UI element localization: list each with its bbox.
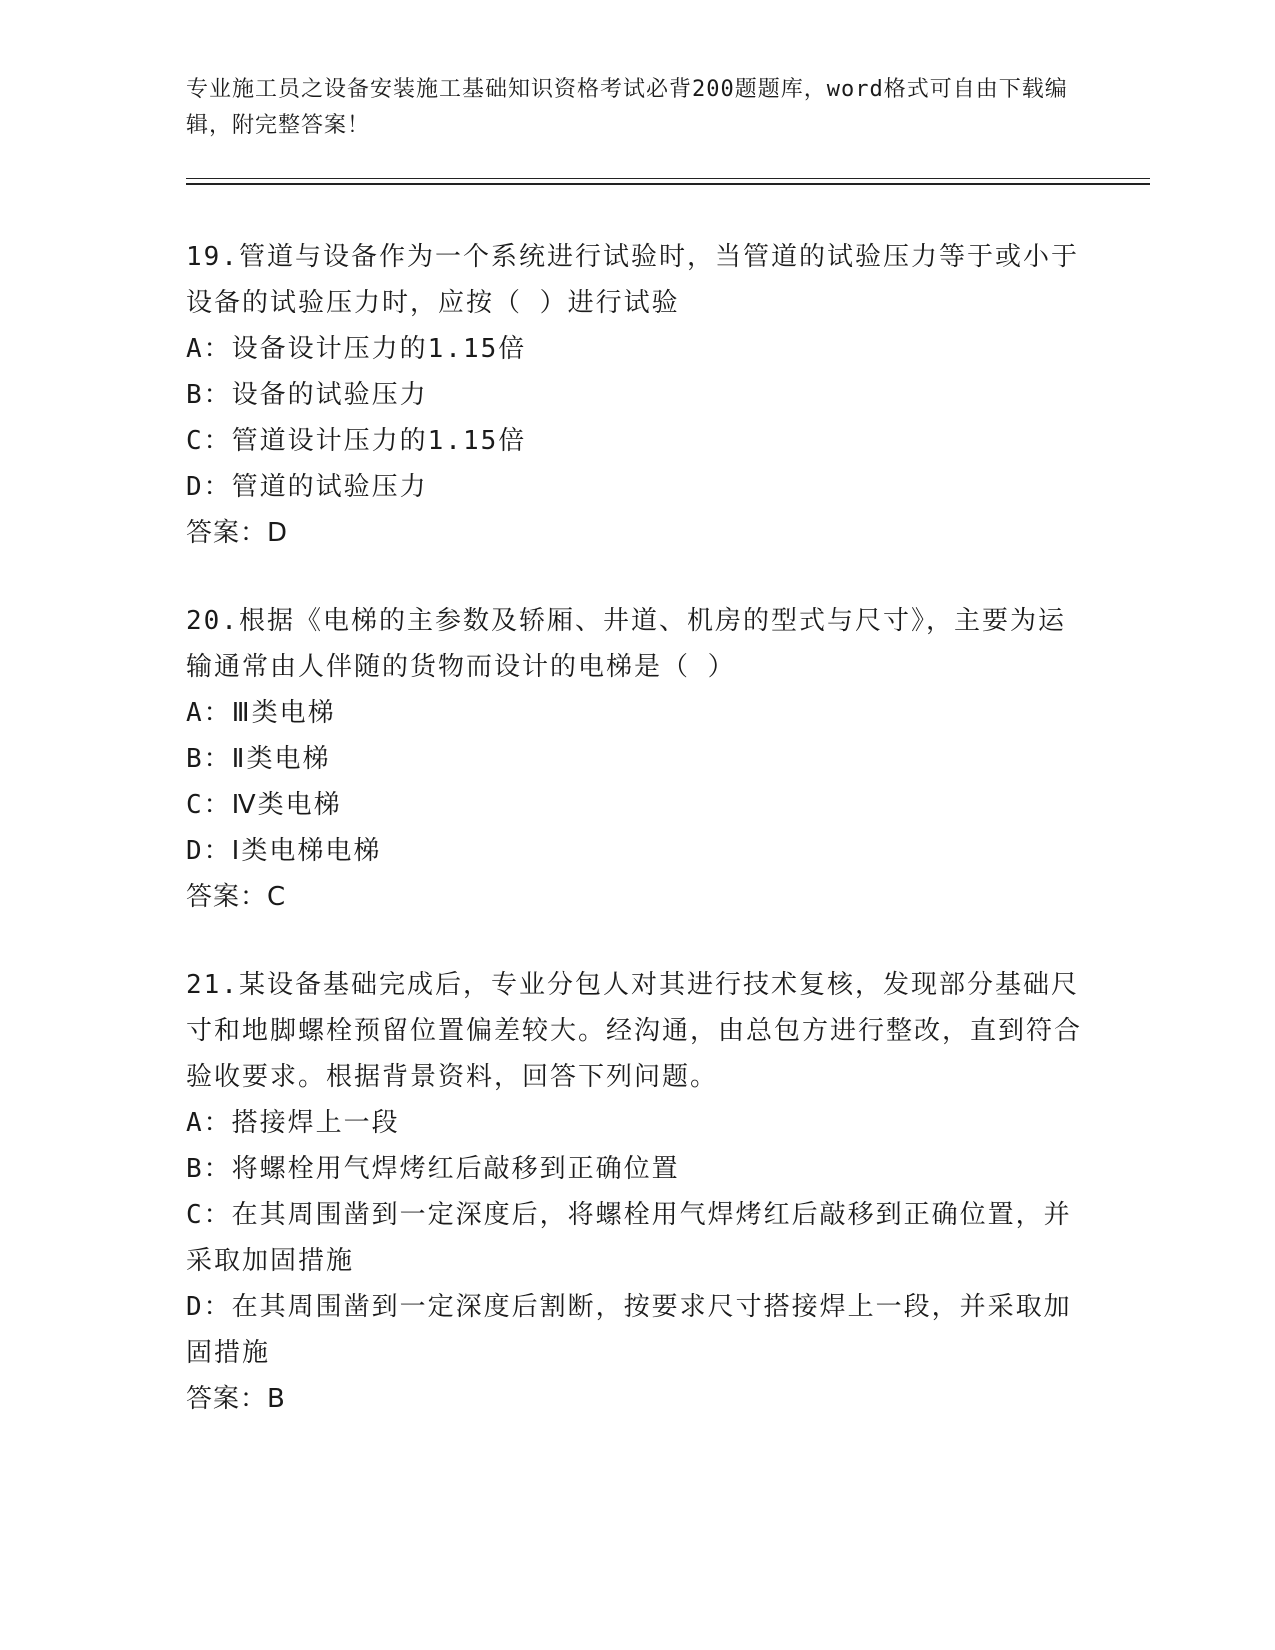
- option-a: A：搭接焊上一段: [186, 1108, 400, 1138]
- header-rule-thick: [186, 183, 1150, 185]
- header-rule-thin: [186, 178, 1150, 179]
- option-b: B：将螺栓用气焊烤红后敲移到正确位置: [186, 1154, 680, 1184]
- option-c: C：Ⅳ类电梯: [186, 790, 342, 820]
- option-b: B：Ⅱ类电梯: [186, 744, 331, 774]
- question-stem: 20.根据《电梯的主参数及轿厢、井道、机房的型式与尺寸》，主要为运输通常由人伴随的货物而设计的电梯是（ ）: [186, 606, 1066, 682]
- question-stem: 21.某设备基础完成后，专业分包人对其进行技术复核，发现部分基础尺寸和地脚螺栓预留位置偏差较大。经沟通，由总包方进行整改，直到符合验收要求。根据背景资料，回答下列问题。: [186, 970, 1083, 1092]
- answer: 答案：C: [186, 882, 287, 912]
- option-a: A：Ⅲ类电梯: [186, 698, 336, 728]
- option-b: B：设备的试验压力: [186, 380, 428, 410]
- option-c: C：管道设计压力的1.15倍: [186, 426, 527, 456]
- option-d: D：在其周围凿到一定深度后割断，按要求尺寸搭接焊上一段，并采取加固措施: [186, 1292, 1072, 1368]
- answer: 答案：D: [186, 518, 289, 548]
- answer: 答案：B: [186, 1384, 286, 1414]
- option-d: D：管道的试验压力: [186, 472, 428, 502]
- question-19: [186, 234, 1086, 556]
- option-a: A：设备设计压力的1.15倍: [186, 334, 527, 364]
- document-title: 专业施工员之设备安装施工基础知识资格考试必背200题题库，word格式可自由下载编辑，附完整答案！: [186, 77, 1068, 138]
- question-21: [186, 962, 1086, 1422]
- document-header: [186, 72, 1086, 144]
- question-stem: 19.管道与设备作为一个系统进行试验时，当管道的试验压力等于或小于设备的试验压力时，应按（ ）进行试验: [186, 242, 1079, 318]
- option-d: D：Ⅰ类电梯电梯: [186, 836, 382, 866]
- question-20: [186, 598, 1086, 920]
- option-c: C：在其周围凿到一定深度后，将螺栓用气焊烤红后敲移到正确位置，并采取加固措施: [186, 1200, 1072, 1276]
